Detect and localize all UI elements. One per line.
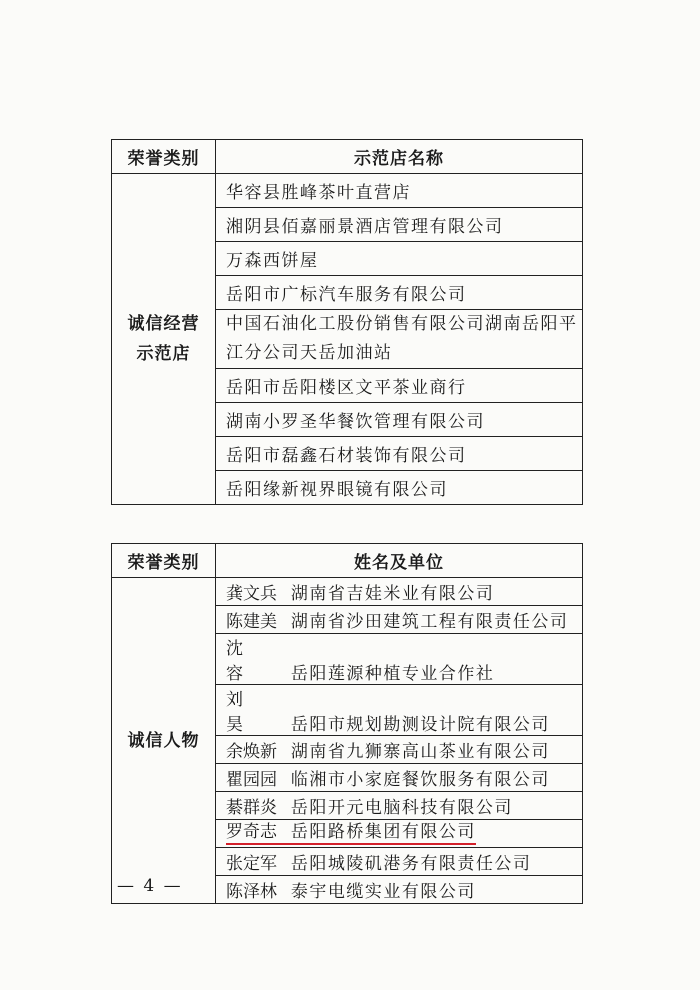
demonstration-store-table — [111, 139, 583, 505]
category-cell — [112, 174, 216, 505]
header-name-and-unit: 姓名及单位 — [216, 544, 583, 578]
person-name: 綦群炎 — [226, 798, 277, 818]
store-name: 万森西饼屋 — [216, 242, 583, 276]
person-name: 瞿园园 — [226, 770, 277, 790]
person-name: 陈泽林 — [226, 882, 277, 902]
store-name: 湖南小罗圣华餐饮管理有限公司 — [216, 403, 583, 437]
person-entry — [216, 792, 583, 820]
header-honor-category: 荣誉类别 — [112, 544, 216, 578]
person-unit: 湖南省九狮寨高山茶业有限公司 — [290, 742, 550, 762]
person-entry — [216, 578, 583, 606]
header-store-name: 示范店名称 — [216, 140, 583, 174]
category-line-1: 诚信经营 — [127, 314, 200, 334]
person-name: 龚文兵 — [226, 584, 277, 604]
person-entry — [216, 685, 583, 736]
header-honor-category: 荣誉类别 — [112, 140, 216, 174]
person-name: 沈容 — [226, 639, 257, 684]
store-name: 岳阳市磊鑫石材装饰有限公司 — [216, 437, 583, 471]
person-name: 余焕新 — [226, 742, 277, 762]
person-entry-highlighted — [216, 820, 583, 848]
person-name: 张定军 — [226, 854, 277, 874]
person-unit: 岳阳路桥集团有限公司 — [290, 822, 476, 842]
store-name: 湘阴县佰嘉丽景酒店管理有限公司 — [216, 208, 583, 242]
person-unit: 湖南省沙田建筑工程有限责任公司 — [290, 612, 569, 632]
person-name: 陈建美 — [226, 612, 277, 632]
table-header-row — [112, 140, 583, 174]
person-entry — [216, 736, 583, 764]
person-unit: 临湘市小家庭餐饮服务有限公司 — [290, 770, 550, 790]
store-name: 岳阳市岳阳楼区文平茶业商行 — [216, 369, 583, 403]
person-entry — [216, 764, 583, 792]
honest-person-table — [111, 543, 583, 904]
person-entry — [216, 848, 583, 876]
store-name: 岳阳市广标汽车服务有限公司 — [216, 276, 583, 310]
person-unit: 湖南省吉娃米业有限公司 — [290, 584, 495, 604]
person-entry — [216, 606, 583, 634]
category-line-2: 示范店 — [136, 344, 191, 364]
person-unit: 岳阳莲源种植专业合作社 — [290, 664, 495, 684]
table-row — [112, 578, 583, 606]
person-entry — [216, 876, 583, 904]
person-entry — [216, 634, 583, 685]
store-name: 华容县胜峰茶叶直营店 — [216, 174, 583, 208]
person-name: 刘昊 — [226, 690, 257, 735]
table-header-row — [112, 544, 583, 578]
person-name: 罗奇志 — [226, 822, 277, 842]
page-number: — 4 — — [117, 876, 183, 896]
red-underline-highlight — [226, 822, 476, 845]
category-cell: 诚信人物 — [112, 578, 216, 904]
person-unit: 岳阳城陵矶港务有限责任公司 — [290, 854, 532, 874]
store-name: 中国石油化工股份销售有限公司湖南岳阳平江分公司天岳加油站 — [216, 310, 583, 369]
store-name: 岳阳缘新视界眼镜有限公司 — [216, 471, 583, 505]
person-unit: 泰宇电缆实业有限公司 — [290, 882, 476, 902]
person-unit: 岳阳市规划勘测设计院有限公司 — [290, 715, 550, 735]
person-unit: 岳阳开元电脑科技有限公司 — [290, 798, 513, 818]
table-row — [112, 174, 583, 208]
